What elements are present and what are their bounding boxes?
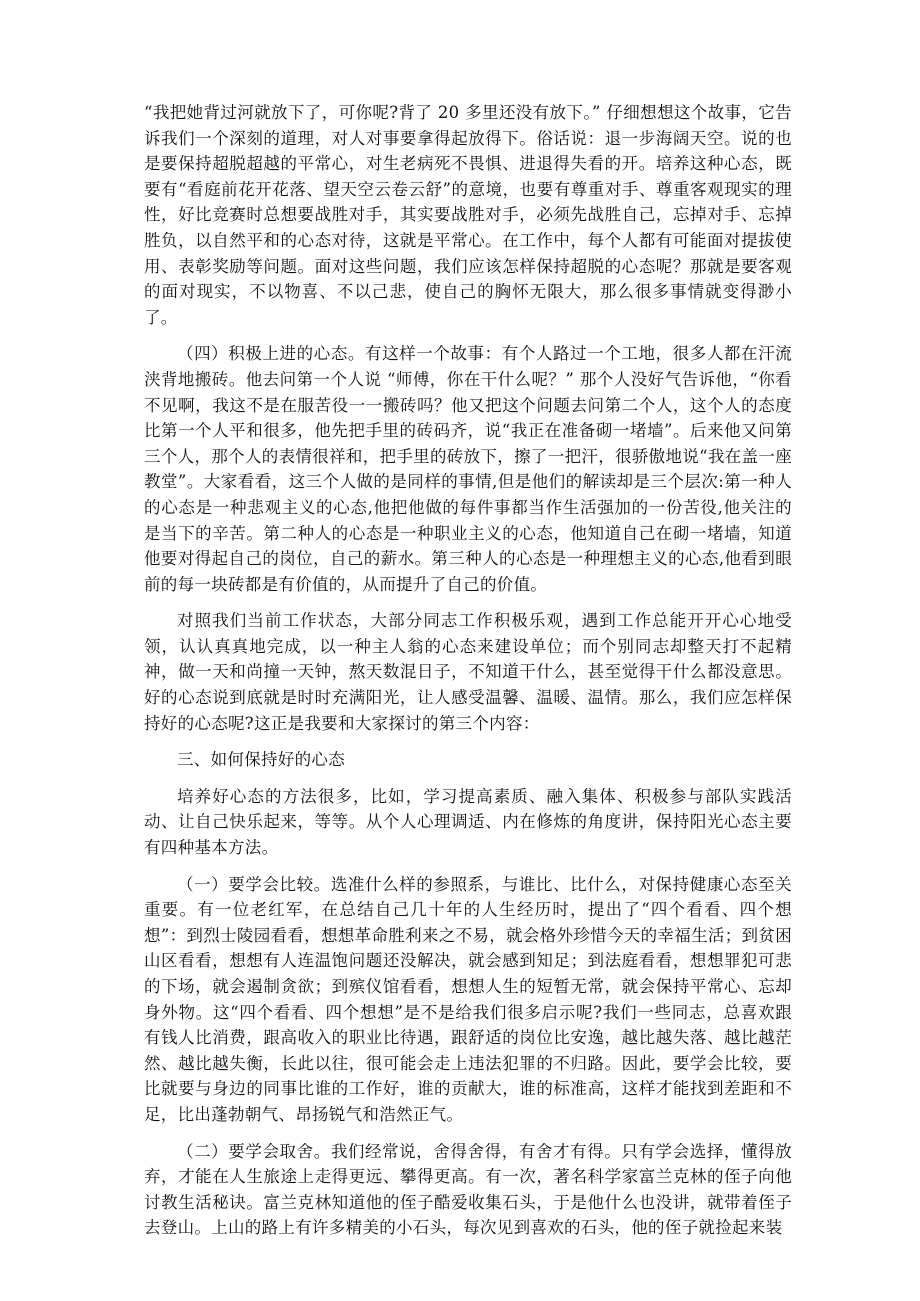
paragraph-2: （四）积极上进的心态。有这样一个故事：有个人路过一个工地，很多人都在汗流浃背地搬砖。他去问第一个人说 “师傅，你在干什么呢？” 那个人没好气告诉他，“你看不见啊，我这不是在服苦役一一搬砖吗？他又把这个问题去问第二个人，这个人的态度比第一个人平和很多，他先把手里的砖码齐，说“我正在准备砌一堵墙”。后来他又问第三个人，那个人的表情很祥和，把手里的砖放下，擦了一把汗，很骄傲地说“我在盖一座教堂”。大家看看，这三个人做的是同样的事情,但是他们的解读却是三个层次:第一种人的心态是一种悲观主义的心态,他把他做的每件事都当作生活强加的一份苦役,他关注的是当下的辛苦。第二种人的心态是一种职业主义的心态，他知道自己在砌一堵墙，知道他要对得起自己的岗位，自己的薪水。第三种人的心态是一种理想主义的心态,他看到眼前的每一块砖都是有价值的，从而提升了自己的价值。 — [144, 344, 792, 594]
paragraph-3: 对照我们当前工作状态，大部分同志工作积极乐观，遇到工作总能开开心心地受领，认认真真地完成，以一种主人翁的心态来建设单位；而个别同志却整天打不起精神，做一天和尚撞一天钟，熬天数混日子，不知道干什么，甚至觉得干什么都没意思。好的心态说到底就是时时充满阳光，让人感受温馨、温暖、温情。那么，我们应怎样保持好的心态呢?这正是我要和大家探讨的第三个内容： — [144, 611, 792, 733]
paragraph-1: “我把她背过河就放下了，可你呢?背了 20 多里还没有放下。” 仔细想想这个故事，它告诉我们一个深刻的道理，对人对事要拿得起放得下。俗话说：退一步海阔天空。说的也是要保持超脱超越的平常心，对生老病死不畏惧、进退得失看的开。培养这种心态，既要有“看庭前花开花落、望天空云卷云舒”的意境，也要有尊重对手、尊重客观现实的理性，好比竞赛时总想要战胜对手，其实要战胜对手，必须先战胜自己，忘掉对手、忘掉胜负，以自然平和的心态对待，这就是平常心。在工作中，每个人都有可能面对提拔使用、表彰奖励等问题。面对这些问题，我们应该怎样保持超脱的心态呢？那就是要客观的面对现实，不以物喜、不以己悲，使自己的胸怀无限大，那么很多事情就变得渺小了。 — [144, 103, 792, 327]
paragraph-6: （二）要学会取舍。我们经常说，舍得舍得，有舍才有得。只有学会选择，懂得放弃，才能在人生旅途上走得更远、攀得更高。有一次，著名科学家富兰克林的侄子向他讨教生活秘诀。富兰克林知道他的侄子酷爱收集石头，于是他什么也没讲，就带着侄子去登山。上山的路上有许多精美的小石头，每次见到喜欢的石头，他的侄子就捡起来装 — [144, 1141, 792, 1238]
paragraph-5: （一）要学会比较。选准什么样的参照系，与谁比、比什么，对保持健康心态至关重要。有一位老红军，在总结自己几十年的人生经历时，提出了“四个看看、四个想想”：到烈士陵园看看，想想革命胜利来之不易，就会格外珍惜今天的幸福生活；到贫困山区看看，想想有人连温饱问题还没解决，就会感到知足；到法庭看看，想想罪犯可悲的下场，就会遏制贪欲；到殡仪馆看看，想想人生的短暂无常，就会保持平常心、忘却身外物。这“四个看看、四个想想”是不是给我们很多启示呢?我们一些同志，总喜欢跟有钱人比消费，跟高收入的职业比待遇，跟舒适的岗位比安逸，越比越失落、越比越茫然、越比越失衡，长此以往，很可能会走上违法犯罪的不归路。因此，要学会比较，要比就要与身边的同事比谁的工作好，谁的贡献大，谁的标准高，这样才能找到差距和不足，比出蓬勃朝气、昂扬锐气和浩然正气。 — [144, 874, 792, 1124]
paragraph-4: 培养好心态的方法很多，比如，学习提高素质、融入集体、积极参与部队实践活动、让自己快乐起来，等等。从个人心理调适、内在修炼的角度讲，保持阳光心态主要有四种基本方法。 — [144, 786, 792, 858]
section-heading: 三、如何保持好的心态 — [177, 750, 345, 770]
document-page — [144, 100, 792, 1252]
